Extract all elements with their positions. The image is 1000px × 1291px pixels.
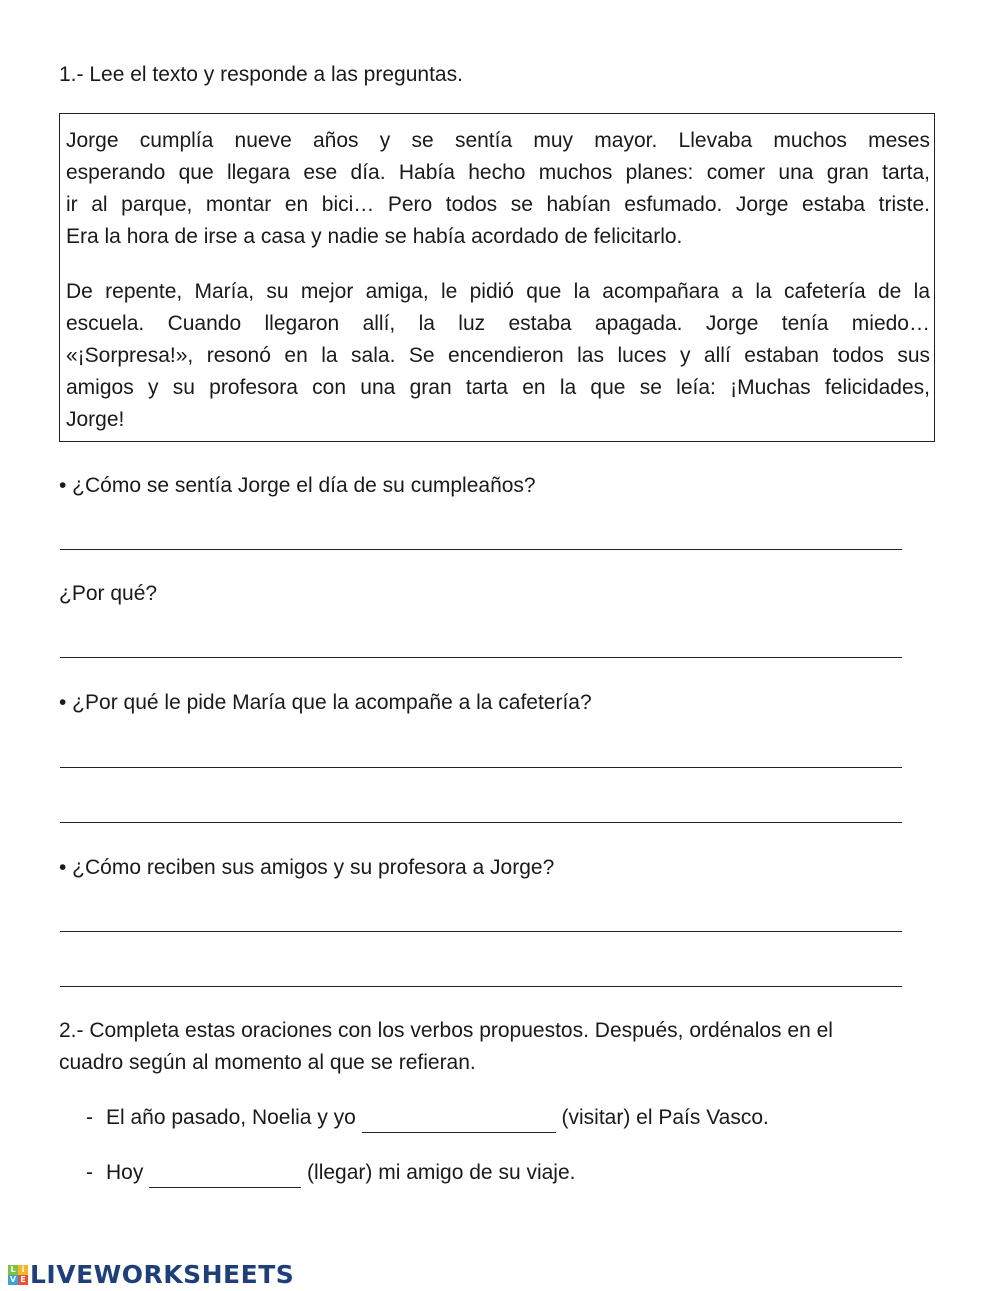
exercise-2-heading-line-2: cuadro según al momento al que se refieran.	[59, 1051, 476, 1074]
list-dash: -	[86, 1161, 93, 1184]
answer-line-3[interactable]	[60, 767, 902, 768]
answer-line-1[interactable]	[60, 549, 902, 550]
answer-line-6[interactable]	[60, 986, 902, 987]
passage-line: «¡Sorpresa!», resonó en la sala. Se encendieron las luces y allí estaban todos sus	[66, 344, 930, 367]
sentence-1-before: El año pasado, Noelia y yo	[106, 1106, 356, 1129]
passage-line: Jorge cumplía nueve años y se sentía muy mayor. Llevaba muchos meses	[66, 129, 930, 152]
question-2: • ¿Por qué le pide María que la acompañe a la cafetería?	[59, 691, 592, 714]
question-3: • ¿Cómo reciben sus amigos y su profesora a Jorge?	[59, 856, 555, 879]
answer-line-5[interactable]	[60, 931, 902, 932]
passage-line: ir al parque, montar en bici… Pero todos se habían esfumado. Jorge estaba triste.	[66, 193, 930, 216]
logo-mark-icon: L i V E	[8, 1265, 28, 1285]
passage-paragraph-2	[66, 276, 930, 436]
passage-line: Era la hora de irse a casa y nadie se había acordado de felicitarlo.	[66, 225, 683, 248]
liveworksheets-logo[interactable]	[8, 1260, 294, 1289]
exercise-2-heading-line-1: 2.- Completa estas oraciones con los verbos propuestos. Después, ordénalos en el	[59, 1019, 833, 1042]
answer-line-2[interactable]	[60, 657, 902, 658]
verb-blank-1[interactable]	[362, 1104, 556, 1133]
verb-blank-2[interactable]	[149, 1159, 301, 1188]
passage-line: esperando que llegara ese día. Había hecho muchos planes: comer una gran tarta,	[66, 161, 930, 184]
passage-line: Jorge!	[66, 408, 125, 431]
logo-text: LIVEWORKSHEETS	[30, 1260, 295, 1289]
sentence-2-before: Hoy	[106, 1161, 144, 1184]
answer-line-4[interactable]	[60, 822, 902, 823]
sentence-2	[86, 1159, 575, 1188]
exercise-1-heading: 1.- Lee el texto y responde a las preguntas.	[59, 63, 463, 86]
question-1-why: ¿Por qué?	[59, 582, 158, 605]
passage-paragraph-1	[66, 125, 930, 253]
sentence-1-after: (visitar) el País Vasco.	[561, 1106, 769, 1129]
sentence-2-after: (llegar) mi amigo de su viaje.	[307, 1161, 576, 1184]
passage-line: escuela. Cuando llegaron allí, la luz estaba apagada. Jorge tenía miedo…	[66, 312, 930, 335]
list-dash: -	[86, 1106, 93, 1129]
sentence-1	[86, 1104, 769, 1133]
question-1: • ¿Cómo se sentía Jorge el día de su cumpleaños?	[59, 474, 536, 497]
passage-line: De repente, María, su mejor amiga, le pidió que la acompañara a la cafetería de la	[66, 280, 930, 303]
passage-line: amigos y su profesora con una gran tarta en la que se leía: ¡Muchas felicidades,	[66, 376, 930, 399]
